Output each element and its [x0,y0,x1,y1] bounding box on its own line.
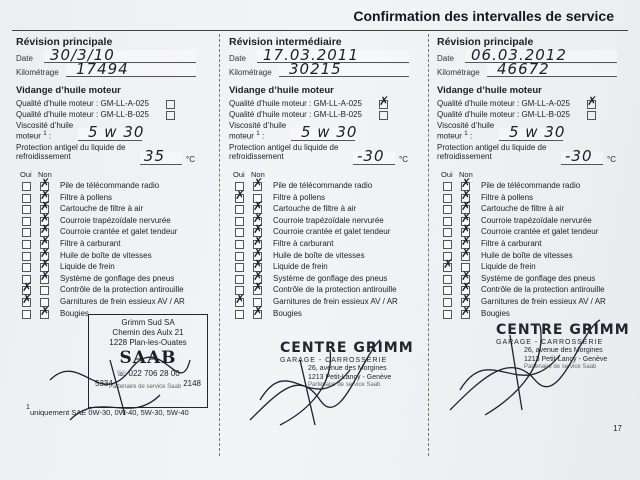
checklist-item-label: Pile de télécommande radio [60,180,160,190]
oil-change-heading: Vidange d’huile moteur [229,85,334,97]
service-type-heading: Révision intermédiaire [229,36,342,48]
antifreeze-unit: °C [607,154,616,164]
non-checkbox [461,310,470,319]
km-row [16,59,206,78]
stamp-phone-number: 022 706 28 00 [128,369,180,379]
footnote [26,404,189,417]
checklist-item-label: Courroie trapézoïdale nervurée [273,215,384,225]
checklist-item [229,285,419,297]
viscosity-label-2: moteur $^1$ : [437,130,473,141]
footnote-marker: 1 [26,404,30,411]
oui-checkbox [235,310,244,319]
oil-quality-a-checkbox [166,100,175,109]
checklist-item-label: Courroie trapézoïdale nervurée [481,215,592,225]
oui-checkbox [235,240,244,249]
oui-checkbox [443,310,452,319]
header-rule [12,30,628,31]
non-checkbox [461,252,470,261]
oil-quality-a [16,99,206,110]
non-checkbox [253,182,262,191]
date-label: Date [437,53,454,63]
stamp-number-2: 2148 [183,379,201,389]
km-row [437,59,627,78]
viscosity-label-1: Viscosité d’huile [229,120,287,130]
oui-header: Oui [441,169,453,179]
antifreeze-label-1: Protection antigel du liquide de [16,142,126,152]
oui-checkbox [22,194,31,203]
checklist-item-label: Filtre à carburant [60,238,121,248]
viscosity-value: 5 w 30 [301,122,358,141]
garage-brand: CENTRE GRIMM [280,340,414,356]
date-label: Date [229,53,246,63]
km-label: Kilométrage [437,67,480,77]
non-checkbox [40,275,49,284]
checklist-item-label: Système de gonflage des pneus [481,273,596,283]
garage-partner-note: Partenaire de service Saab [524,363,597,370]
garage-address-1: 26, avenue des Morgines [308,365,387,373]
viscosity-label-2-text: moteur [229,131,254,141]
checklist-item-label: Filtre à carburant [481,238,542,248]
oui-checkbox [235,205,244,214]
non-header: Non [459,169,473,179]
antifreeze-label-2: refroidissement [16,152,71,162]
stamp-partner-note: Partenaire de service Saab [108,384,182,390]
service-type-heading: Révision principale [16,36,113,48]
checklist-item [16,274,206,286]
viscosity-label-2: moteur $^1$ : [16,130,52,141]
viscosity-row [437,121,627,143]
garage-subtitle: GARAGE - CARROSSERIE [280,356,388,364]
oil-change-heading: Vidange d’huile moteur [437,85,542,97]
checklist-item-label: Filtre à pollens [481,192,534,202]
non-checkbox [253,286,262,295]
antifreeze-row [437,143,627,167]
km-label: Kilométrage [16,67,59,77]
antifreeze-value: -30 [357,146,385,165]
checklist-item-label: Liquide de frein [481,262,536,272]
date-value: 06.03.2012 [471,45,567,64]
checklist-item [229,309,419,321]
antifreeze-label-1: Protection antigel du liquide de [229,142,339,152]
checklist-item-label: Garnitures de frein essieux AV / AR [273,296,398,306]
non-header: Non [251,169,265,179]
checklist-item-label: Cartouche de filtre à air [481,204,565,214]
viscosity-row [229,121,419,143]
oil-quality-b-checkbox [166,111,175,120]
oui-checkbox [22,205,31,214]
oil-change-heading: Vidange d’huile moteur [16,85,121,97]
checklist-item-label: Huile de boîte de vitesses [481,250,573,260]
antifreeze-row [16,143,206,167]
date-value: 30/3/10 [50,45,115,64]
antifreeze-unit: °C [186,154,195,164]
oui-checkbox [235,263,244,272]
saab-logo: SAAB [119,348,177,368]
km-value: 17494 [76,59,129,78]
oui-checkbox [22,217,31,226]
checklist-item-label: Système de gonflage des pneus [60,273,175,283]
checklist-item-label: Filtre à carburant [273,238,334,248]
checklist-item-label: Filtre à pollens [60,192,113,202]
non-checkbox [253,310,262,319]
oui-checkbox [443,263,452,272]
oil-quality-a [229,99,419,110]
garage-brand: CENTRE GRIMM [496,322,630,338]
oil-quality-b-checkbox [379,111,388,120]
viscosity-label-1: Viscosité d’huile [16,120,74,130]
checklist-item [437,251,627,263]
oui-checkbox [22,228,31,237]
checklist-item-label: Filtre à pollens [273,192,326,202]
service-type-heading: Révision principale [437,36,534,48]
checklist-item [16,285,206,297]
oui-checkbox [22,240,31,249]
column-divider [219,34,220,456]
oui-checkbox [443,286,452,295]
antifreeze-label-2: refroidissement [437,152,492,162]
checklist-item-label: Contrôle de la protection antirouille [481,285,605,295]
oui-checkbox [443,194,452,203]
service-column-1 [16,36,206,320]
viscosity-footnote-marker: 1 [43,130,47,138]
oui-checkbox [443,217,452,226]
oui-header: Oui [20,169,32,179]
viscosity-value: 5 w 30 [88,122,145,141]
garage-address-2: 1213 Petit-Lancy - Genève [524,355,608,363]
date-value: 17.03.2011 [263,45,359,64]
garage-stamp [496,322,630,371]
dealer-stamp [88,314,208,408]
checklist-item-label: Courroie crantée et galet tendeur [481,227,599,237]
page-title: Confirmation des intervalles de service [353,8,614,24]
viscosity-label-2-text: moteur [437,131,462,141]
checklist-item-label: Huile de boîte de vitesses [273,250,365,260]
garage-address-1: 26, avenue des Morgines [524,347,603,355]
checklist-item-label: Liquide de frein [60,262,115,272]
checklist-item-label: Courroie trapézoïdale nervurée [60,215,171,225]
oil-quality-a-checkbox [379,100,388,109]
antifreeze-label-2: refroidissement [229,152,284,162]
oil-quality-a-label: Qualité d’huile moteur : GM-LL-A-025 [437,98,570,108]
checklist-item-label: Courroie crantée et galet tendeur [60,227,178,237]
oil-quality-b-checkbox [587,111,596,120]
oui-checkbox [443,228,452,237]
checklist-item-label: Bougies [60,308,89,318]
antifreeze-row [229,143,419,167]
garage-stamp [280,340,414,389]
checklist-item-label: Pile de télécommande radio [273,180,373,190]
viscosity-footnote-marker: 1 [464,130,468,138]
stamp-number-1: 5334 [95,379,113,389]
garage-partner-note: Partenaire de service Saab [308,381,381,388]
stamp-city: 1228 Plan-les-Ouates [109,338,187,347]
oui-checkbox [443,298,452,307]
viscosity-footnote-marker: 1 [256,130,260,138]
viscosity-label-2: moteur $^1$ : [229,130,265,141]
stamp-street: Chemin des Aulx 21 [112,328,184,337]
oil-quality-b [16,110,206,121]
checklist-item-label: Contrôle de la protection antirouille [273,285,397,295]
checklist-item [437,309,627,321]
checklist-item-label: Cartouche de filtre à air [60,204,144,214]
oil-quality-b-label: Qualité d’huile moteur : GM-LL-B-025 [16,109,149,119]
non-header: Non [38,169,52,179]
page-number: 17 [613,424,622,433]
checklist-item-label: Huile de boîte de vitesses [60,250,152,260]
garage-address-2: 1213 Petit-Lancy - Genève [308,373,392,381]
oil-quality-b [229,110,419,121]
viscosity-label-2-text: moteur [16,131,41,141]
oil-quality-b-label: Qualité d’huile moteur : GM-LL-B-025 [229,109,362,119]
oui-checkbox [235,194,244,203]
km-row [229,59,419,78]
oui-checkbox [443,205,452,214]
viscosity-value: 5 w 30 [509,122,566,141]
oui-checkbox [443,275,452,284]
checklist-item-label: Courroie crantée et galet tendeur [273,227,391,237]
checklist-item-label: Garnitures de frein essieux AV / AR [60,296,185,306]
km-value: 46672 [497,59,550,78]
service-column-2 [229,36,419,320]
checklist-item-label: Liquide de frein [273,262,328,272]
oui-checkbox [235,298,244,307]
oui-checkbox [22,298,31,307]
oui-checkbox [22,182,31,191]
checklist-item [229,181,419,193]
checklist-item-label: Pile de télécommande radio [481,180,581,190]
viscosity-label-1: Viscosité d’huile [437,120,495,130]
service-column-3 [437,36,627,320]
oil-quality-a-checkbox [587,100,596,109]
oui-checkbox [22,263,31,272]
antifreeze-label-1: Protection antigel du liquide de [437,142,547,152]
oui-checkbox [235,228,244,237]
oui-checkbox [22,252,31,261]
checklist-item-label: Cartouche de filtre à air [273,204,357,214]
oui-checkbox [443,240,452,249]
date-label: Date [16,53,33,63]
garage-subtitle: GARAGE - CARROSSERIE [496,338,604,346]
checklist-item-label: Bougies [481,308,510,318]
km-value: 30215 [289,59,342,78]
column-divider [428,34,429,456]
oui-checkbox [235,217,244,226]
km-label: Kilométrage [229,67,272,77]
oui-header: Oui [233,169,245,179]
oil-quality-a-label: Qualité d’huile moteur : GM-LL-A-025 [16,98,149,108]
oui-checkbox [22,310,31,319]
antifreeze-unit: °C [399,154,408,164]
footnote-text: uniquement SAE 0W-30, 0W-40, 5W-30, 5W-40 [30,408,189,417]
oil-quality-a-label: Qualité d’huile moteur : GM-LL-A-025 [229,98,362,108]
antifreeze-value: -30 [565,146,593,165]
non-checkbox [40,310,49,319]
stamp-phone: ☏ 022 706 28 00 [116,369,180,379]
antifreeze-value: 35 [144,146,166,165]
oui-checkbox [235,252,244,261]
checklist-item-label: Contrôle de la protection antirouille [60,285,184,295]
non-checkbox [40,286,49,295]
oil-quality-a [437,99,627,110]
oui-checkbox [235,275,244,284]
viscosity-row [16,121,206,143]
checklist-item-label: Bougies [273,308,302,318]
oil-quality-b-label: Qualité d’huile moteur : GM-LL-B-025 [437,109,570,119]
stamp-company: Grimm Sud SA [121,318,175,327]
oui-checkbox [443,182,452,191]
checklist-item-label: Système de gonflage des pneus [273,273,388,283]
checklist-item-label: Garnitures de frein essieux AV / AR [481,296,606,306]
oil-quality-b [437,110,627,121]
